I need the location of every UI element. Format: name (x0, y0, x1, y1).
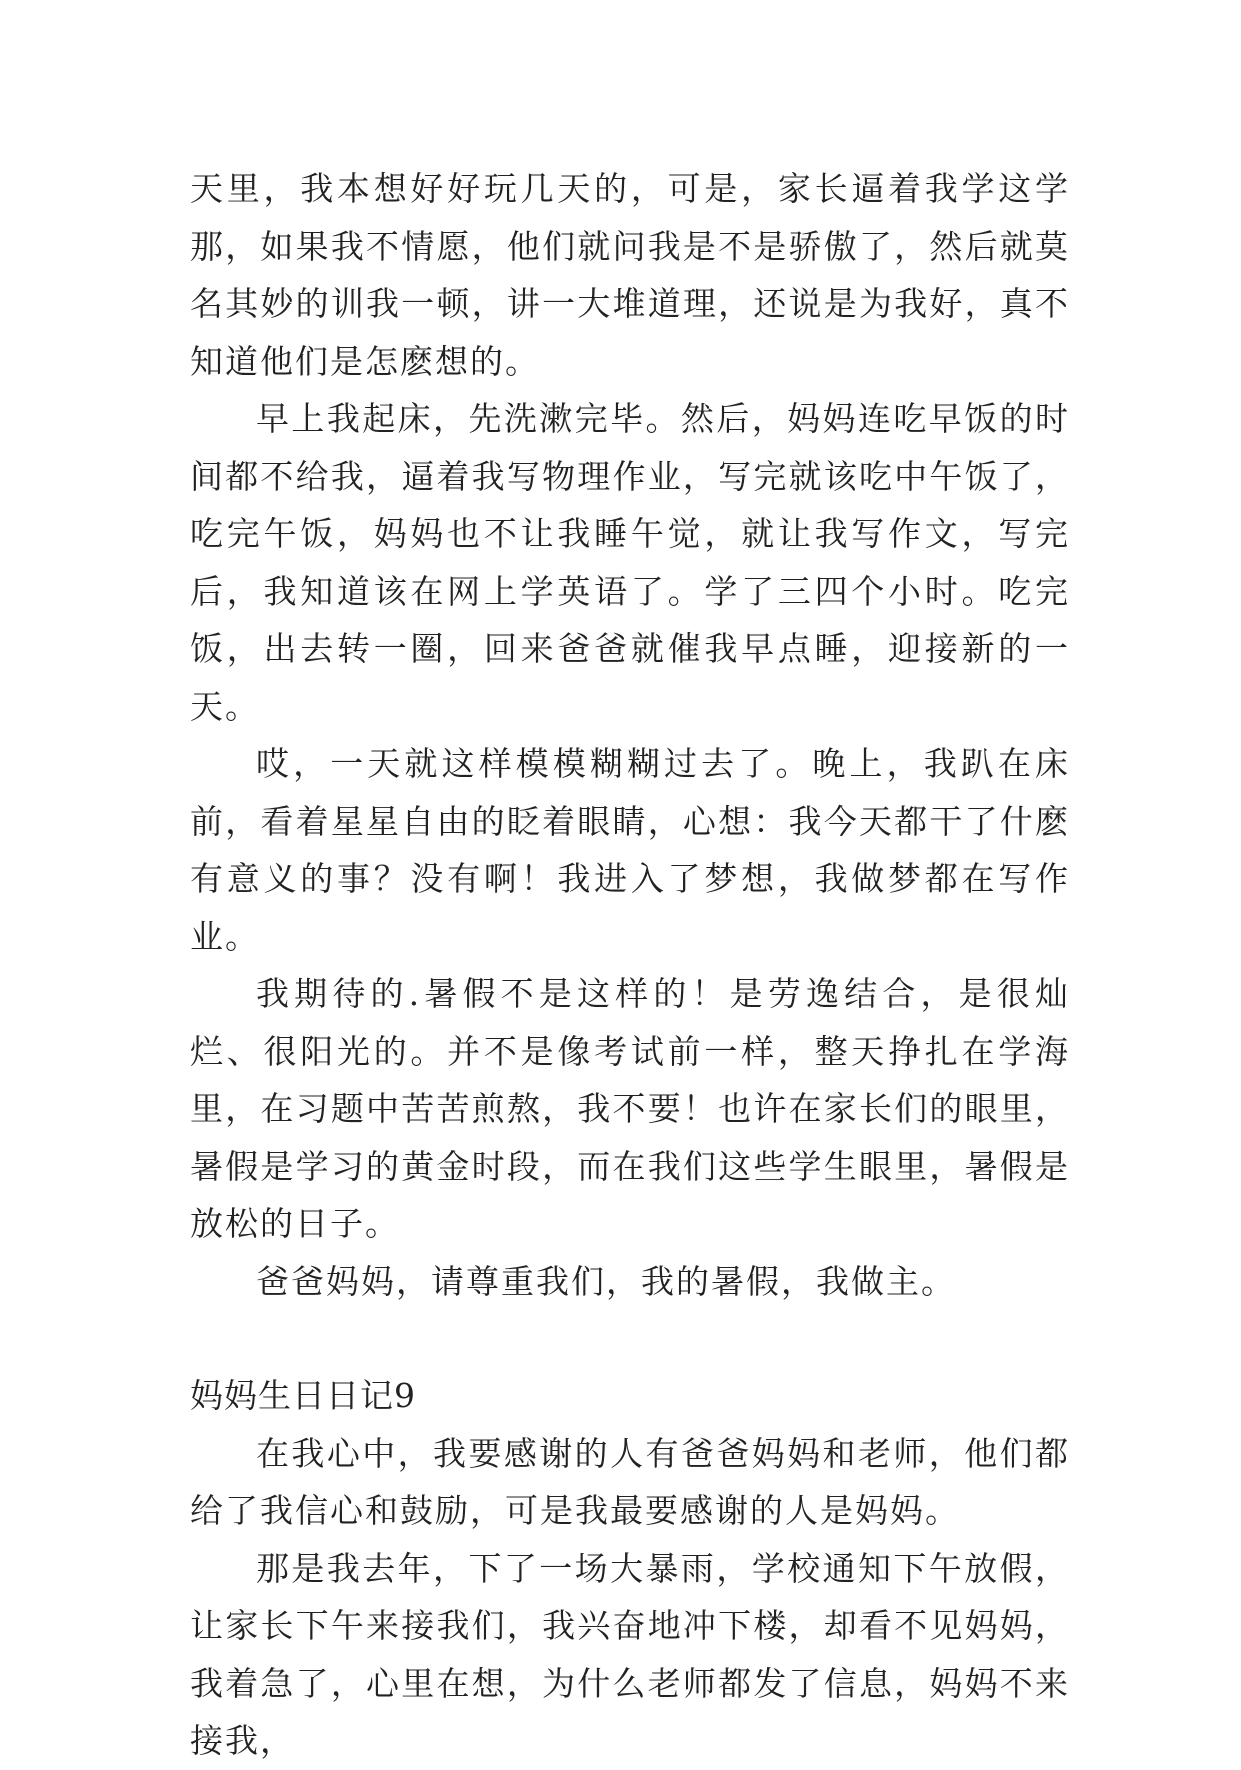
paragraph-3: 哎，一天就这样模模糊糊过去了。晚上，我趴在床前，看着星星自由的眨着眼睛，心想：我今天都干了什麽有意义的事？没有啊！我进入了梦想，我做梦都在写作业。 (190, 744, 1070, 956)
section-heading: 妈妈生日日记9 (190, 1376, 416, 1415)
section-gap (190, 1310, 1070, 1367)
paragraph-4: 我期待的.暑假不是这样的！是劳逸结合，是很灿烂、很阳光的。并不是像考试前一样，整天挣扎在学海里，在习题中苦苦煎熬，我不要！也许在家长们的眼里，暑假是学习的黄金时段，而在我们这些学生眼里，暑假是放松的日子。 (190, 974, 1070, 1243)
paragraph-5: 爸爸妈妈，请尊重我们，我的暑假，我做主。 (256, 1261, 956, 1301)
paragraph-1: 天里，我本想好好玩几天的，可是，家长逼着我学这学那，如果我不情愿，他们就问我是不是骄傲了，然后就莫名其妙的训我一顿，讲一大堆道理，还说是为我好，真不知道他们是怎麽想的。 (190, 169, 1070, 381)
paragraph-7: 那是我去年，下了一场大暴雨，学校通知下午放假，让家长下午来接我们，我兴奋地冲下楼，却看不见妈妈，我着急了，心里在想，为什么老师都发了信息，妈妈不来接我， (190, 1548, 1070, 1760)
document-body (190, 160, 1070, 1770)
paragraph-6: 在我心中，我要感谢的人有爸爸妈妈和老师，他们都给了我信心和鼓励，可是我最要感谢的人是妈妈。 (190, 1433, 1070, 1530)
paragraph-2: 早上我起床，先洗漱完毕。然后，妈妈连吃早饭的时间都不给我，逼着我写物理作业，写完就该吃中午饭了，吃完午饭，妈妈也不让我睡午觉，就让我写作文，写完后，我知道该在网上学英语了。学了三四个小时。吃完饭，出去转一圈，回来爸爸就催我早点睡，迎接新的一天。 (190, 399, 1070, 726)
